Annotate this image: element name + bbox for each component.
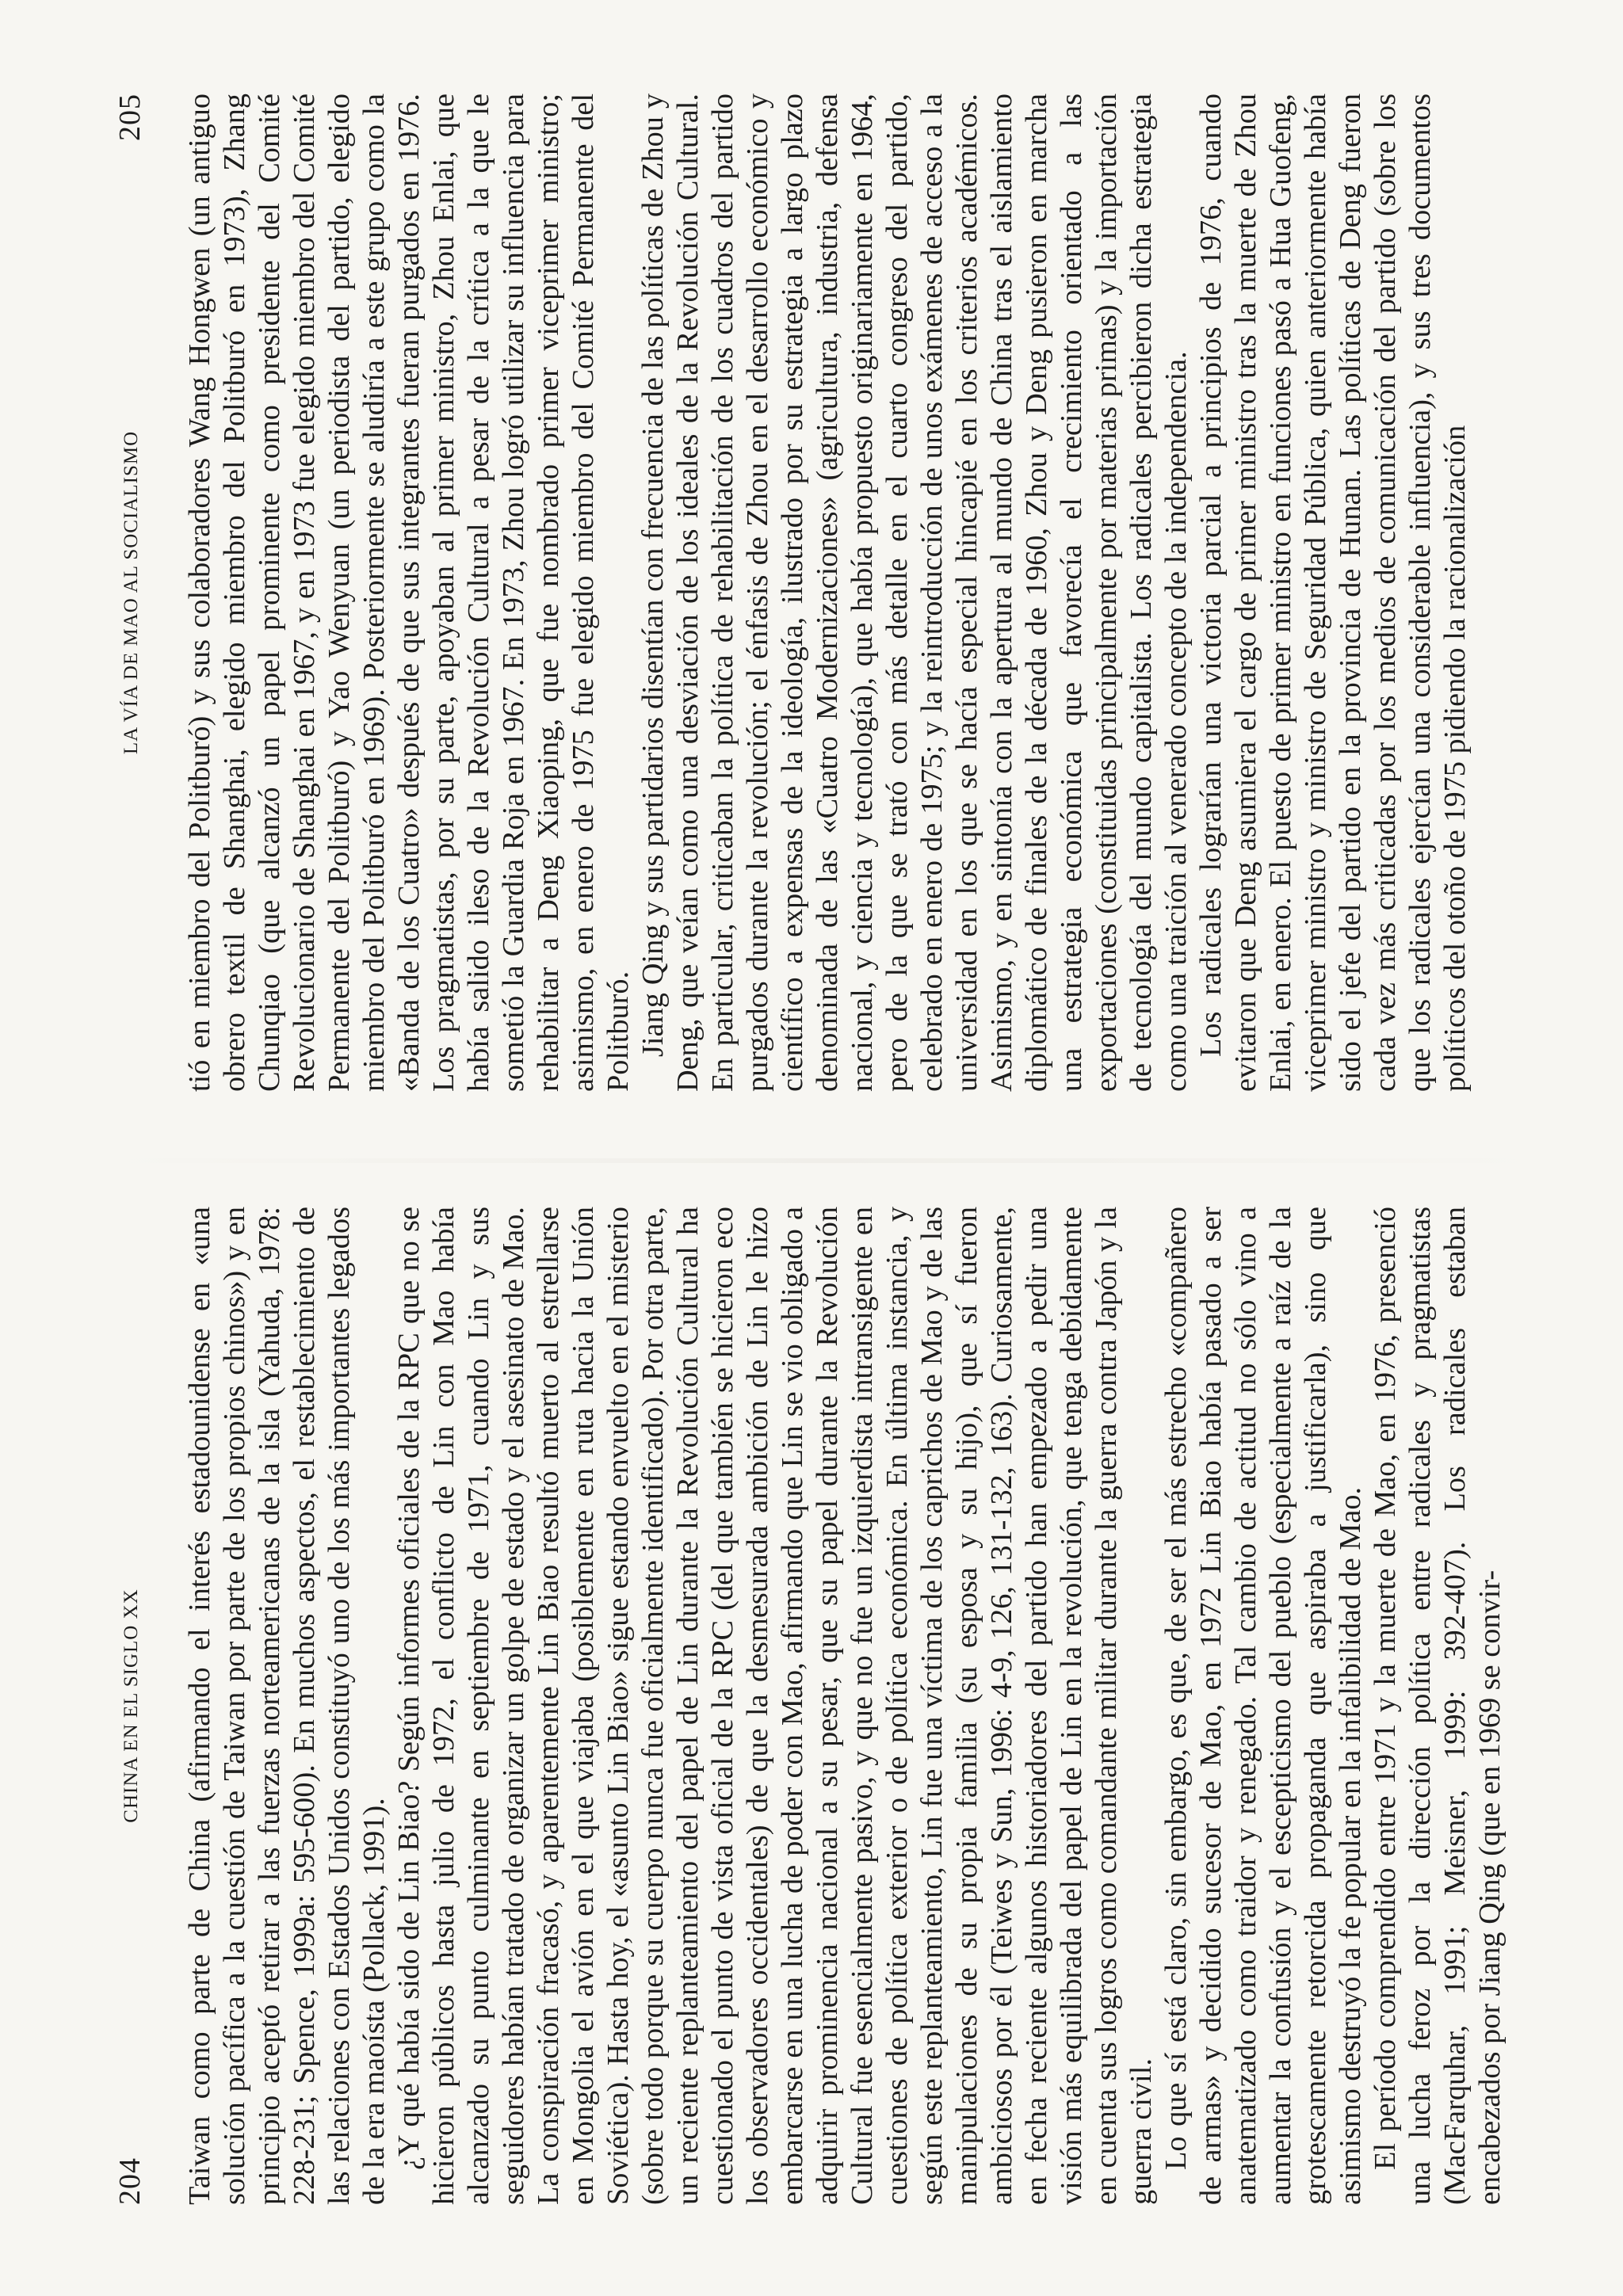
right-paragraph: Los radicales lograrían una victoria parcial a principios de 1976, cuando evitaron que Deng asumiera el cargo de primer ministro tras la muerte de Zhou Enlai, en enero. El puesto de primer ministro en funciones pasó a Hua Guofeng, viceprimer ministro y ministro de Seguridad Pública, quien anteriormente había sido el jefe del partido en la provincia de Hunan. Las políticas de Deng fueron cada vez más criticadas por los medios de comunicación del partido (sobre los que los radicales ejercían una considerable influencia), y sus tres documentos políticos del otoño de 1975 pidiendo la racionalización	[1194, 93, 1472, 1092]
right-running-head	[113, 93, 166, 1092]
left-running-title: CHINA EN EL SIGLO XX	[120, 1589, 142, 1823]
left-page	[113, 1207, 1561, 2205]
right-page-number: 205	[113, 93, 147, 141]
right-paragraph: tió en miembro del Politburó) y sus colaboradores Wang Hongwen (un antiguo obrero textil de Shanghai, elegido miembro del Politburó en 1973), Zhang Chunqiao (que alcanzó un papel prominente como presidente del Comité Revolucionario de Shanghai en 1967, y en 1973 fue elegido miembro del Comité Permanente del Politburó) y Yao Wenyuan (un periodista del partido, elegido miembro del Politburó en 1969). Posteriormente se aludiría a este grupo como la «Banda de los Cuatro» después de que sus integrantes fueran purgados en 1976. Los pragmatistas, por su parte, apoyaban al primer ministro, Zhou Enlai, que había salido ileso de la Revolución Cultural a pesar de la crítica a la que le sometió la Guardia Roja en 1967. En 1973, Zhou logró utilizar su influencia para rehabilitar a Deng Xiaoping, que fue nombrado primer viceprimer ministro; asimismo, en enero de 1975 fue elegido miembro del Comité Permanente del Politburó.	[183, 93, 635, 1092]
right-page-text	[182, 93, 1472, 1092]
book-gutter	[103, 1158, 1545, 1163]
left-paragraph: El período comprendido entre 1971 y la muerte de Mao, en 1976, presenció una lucha feroz por la dirección política entre radicales y pragmatistas (MacFarquhar, 1991; Meisner, 1999: 392-407). Los radicales estaban encabezados por Jiang Qing (que en 1969 se convir-	[1369, 1207, 1507, 2205]
right-running-title: LA VÍA DE MAO AL SOCIALISMO	[120, 430, 142, 755]
left-paragraph: ¿Y qué había sido de Lin Biao? Según informes oficiales de la RPC que no se hicieron públicos hasta julio de 1972, el conflicto de Lin con Mao había alcanzado su punto culminante en septiembre de 1971, cuando Lin y sus seguidores habían tratado de organizar un golpe de estado y el asesinato de Mao. La conspiración fracasó, y aparentemente Lin Biao resultó muerto al estrellarse en Mongolia el avión en el que viajaba (posiblemente en ruta hacia la Unión Soviética). Hasta hoy, el «asunto Lin Biao» sigue estando envuelto en el misterio (sobre todo porque su cuerpo nunca fue oficialmente identificado). Por otra parte, un reciente replanteamiento del papel de Lin durante la Revolución Cultural ha cuestionado el punto de vista oficial de la RPC (del que también se hicieron eco los observadores occidentales) de que la desmesurada ambición de Lin le hizo embarcarse en una lucha de poder con Mao, afirmando que Lin se vio obligado a adquirir prominencia nacional a su pesar, que su papel durante la Revolución Cultural fue esencialmente pasivo, y que no fue un izquierdista intransigente en cuestiones de política exterior o de política económica. En última instancia, y según este replanteamiento, Lin fue una víctima de los caprichos de Mao y de las manipulaciones de su propia familia (su esposa y su hijo), que sí fueron ambiciosos por él (Teiwes y Sun, 1996: 4-9, 126, 131-132, 163). Curiosamente, en fecha reciente algunos historiadores del partido han empezado a pedir una visión más equilibrada del papel de Lin en la revolución, que tenga debidamente en cuenta sus logros como comandante militar durante la guerra contra Japón y la guerra civil.	[392, 1207, 1158, 2205]
left-page-text	[182, 1207, 1507, 2205]
right-paragraph: Jiang Qing y sus partidarios disentían con frecuencia de las políticas de Zhou y Deng, que veían como una desviación de los ideales de la Revolución Cultural. En particular, criticaban la política de rehabilitación de los cuadros del partido purgados durante la revolución; el énfasis de Zhou en el desarrollo económico y científico a expensas de la ideología, ilustrado por su estrategia a largo plazo denominada de las «Cuatro Modernizaciones» (agricultura, industria, defensa nacional, y ciencia y tecnología), que había propuesto originariamente en 1964, pero de la que se trató con más detalle en el cuarto congreso del partido, celebrado en enero de 1975; y la reintroducción de unos exámenes de acceso a la universidad en los que se hacía especial hincapié en los criterios académicos. Asimismo, y en sintonía con la apertura al mundo de China tras el aislamiento diplomático de finales de la década de 1960, Zhou y Deng pusieron en marcha una estrategia económica que favorecía el crecimiento orientado a las exportaciones (constituidas principalmente por materias primas) y la importación de tecnología del mundo capitalista. Los radicales percibieron dicha estrategia como una traición al venerado concepto de la independencia.	[636, 93, 1193, 1092]
left-running-head	[113, 1207, 166, 2205]
left-paragraph: Lo que sí está claro, sin embargo, es que, de ser el más estrecho «compañero de armas» y decidido sucesor de Mao, en 1972 Lin Biao había pasado a ser anatematizado como traidor y renegado. Tal cambio de actitud no sólo vino a aumentar la confusión y el escepticismo del pueblo (especialmente a raíz de la grotescamente retorcida propaganda que aspiraba a justificarla), sino que asimismo destruyó la fe popular en la infalibilidad de Mao.	[1159, 1207, 1367, 2205]
left-paragraph: Taiwan como parte de China (afirmando el interés estadounidense en «una solución pacífica a la cuestión de Taiwan por parte de los propios chinos») y en principio aceptó retirar a las fuerzas norteamericanas de la isla (Yahuda, 1978: 228-231; Spence, 1999a: 595-600). En muchos aspectos, el restablecimiento de las relaciones con Estados Unidos constituyó uno de los más importantes legados de la era maoísta (Pollack, 1991).	[183, 1207, 391, 2205]
right-page	[113, 93, 1561, 1092]
left-page-number: 204	[113, 2157, 147, 2205]
